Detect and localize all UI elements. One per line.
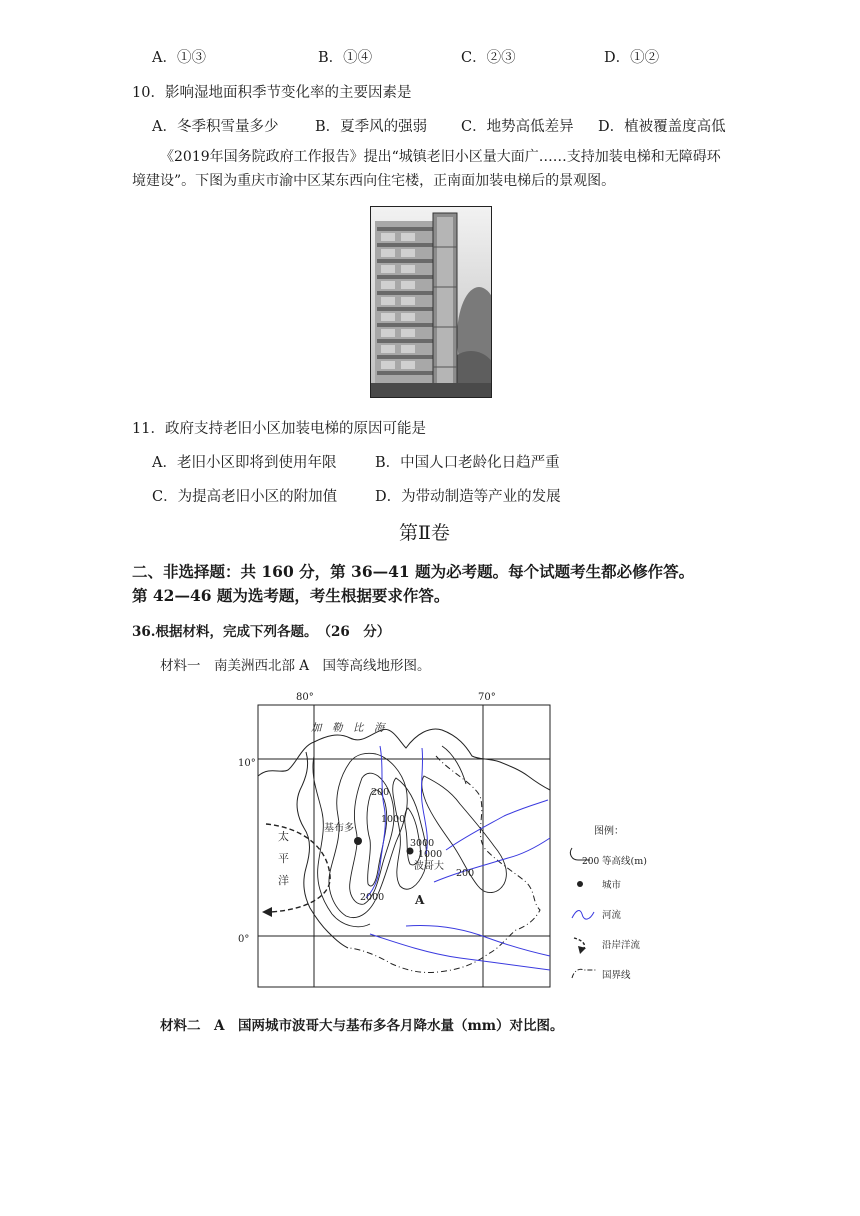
city-bogota-label: 波哥大 (414, 861, 444, 872)
section-title: 第Ⅱ卷 (399, 522, 450, 544)
legend-river-label: 河流 (602, 910, 622, 921)
legend-title: 图例： (594, 826, 624, 837)
section-description-line2: 第 42—46 题为选考题，考生根据要求作答。 (132, 586, 450, 605)
country-a-label: A (415, 893, 425, 907)
contour-label-3000: 3000 (410, 838, 435, 849)
material-two-caption: 材料二 A 国两城市波哥大与基布多各月降水量（mm）对比图。 (160, 1018, 564, 1034)
q10-option-d: D．植被覆盖度高低 (598, 119, 726, 135)
pacific-ocean-label-3: 洋 (278, 874, 289, 887)
contour-map (210, 686, 670, 992)
contour-label-2000: 2000 (360, 892, 385, 903)
legend-river-symbol (572, 911, 594, 920)
legend-border-symbol (572, 969, 596, 978)
q11-stem: 11．政府支持老旧小区加装电梯的原因可能是 (132, 421, 426, 437)
section-description-line1: 二、非选择题：共 160 分，第 36—41 题为必考题。每个试题考生都必修作答。 (132, 562, 695, 581)
q11-option-b: B．中国人口老龄化日趋严重 (375, 455, 560, 471)
q10-option-c: C．地势高低差异 (461, 119, 574, 135)
caribbean-sea-label: 加 勒 比 海 (311, 722, 385, 734)
q11-option-a: A．老旧小区即将到使用年限 (152, 455, 337, 471)
legend-contour-label: 等高线(m) (602, 856, 647, 867)
longitude-80-label: 80° (296, 692, 314, 703)
q9-option-b: B．①④ (318, 50, 373, 66)
building-elevator-photo (370, 206, 492, 398)
q36-title: 36.根据材料，完成下列各题。 （26 分） (132, 624, 391, 640)
q10-option-b: B．夏季风的强弱 (315, 119, 428, 135)
q10-option-a: A．冬季积雪量多少 (152, 119, 279, 135)
contour-label-200-north: 200 (371, 787, 390, 798)
q9-option-a: A．①③ (152, 50, 206, 66)
latitude-10-label: 10° (238, 758, 256, 769)
longitude-70-label: 70° (478, 692, 496, 703)
intro-paragraph: 《2019年国务院政府工作报告》提出“城镇老旧小区量大面广……支持加装电梯和无障碍环境建设”。下图为重庆市渝中区某东西向住宅楼，正南面加装电梯后的景观图。 (132, 149, 721, 189)
material-one-caption: 材料一 南美洲西北部 A 国等高线地形图。 (160, 658, 431, 674)
city-quibdo-marker (354, 837, 362, 845)
city-quibdo-label: 基布多 (324, 823, 354, 834)
legend-city-symbol (577, 881, 583, 887)
contour-label-1000-east: 1000 (418, 849, 443, 860)
legend-border-label: 国界线 (602, 970, 631, 981)
legend-contour-value: 200 (582, 857, 600, 867)
contour-label-200-east: 200 (456, 868, 475, 879)
legend-city-label: 城市 (602, 880, 622, 891)
q9-option-d: D．①② (604, 50, 660, 66)
legend-current-label: 沿岸洋流 (602, 940, 641, 951)
contour-label-1000-west: 1000 (381, 814, 406, 825)
q10-stem: 10．影响湿地面积季节变化率的主要因素是 (132, 85, 412, 101)
pacific-ocean-label-1: 太 (278, 830, 289, 843)
latitude-0-label: 0° (238, 934, 250, 945)
pacific-ocean-label-2: 平 (278, 852, 289, 865)
q11-option-d: D．为带动制造等产业的发展 (375, 489, 561, 505)
q9-option-c: C．②③ (461, 50, 516, 66)
q11-option-c: C．为提高老旧小区的附加值 (152, 489, 338, 505)
